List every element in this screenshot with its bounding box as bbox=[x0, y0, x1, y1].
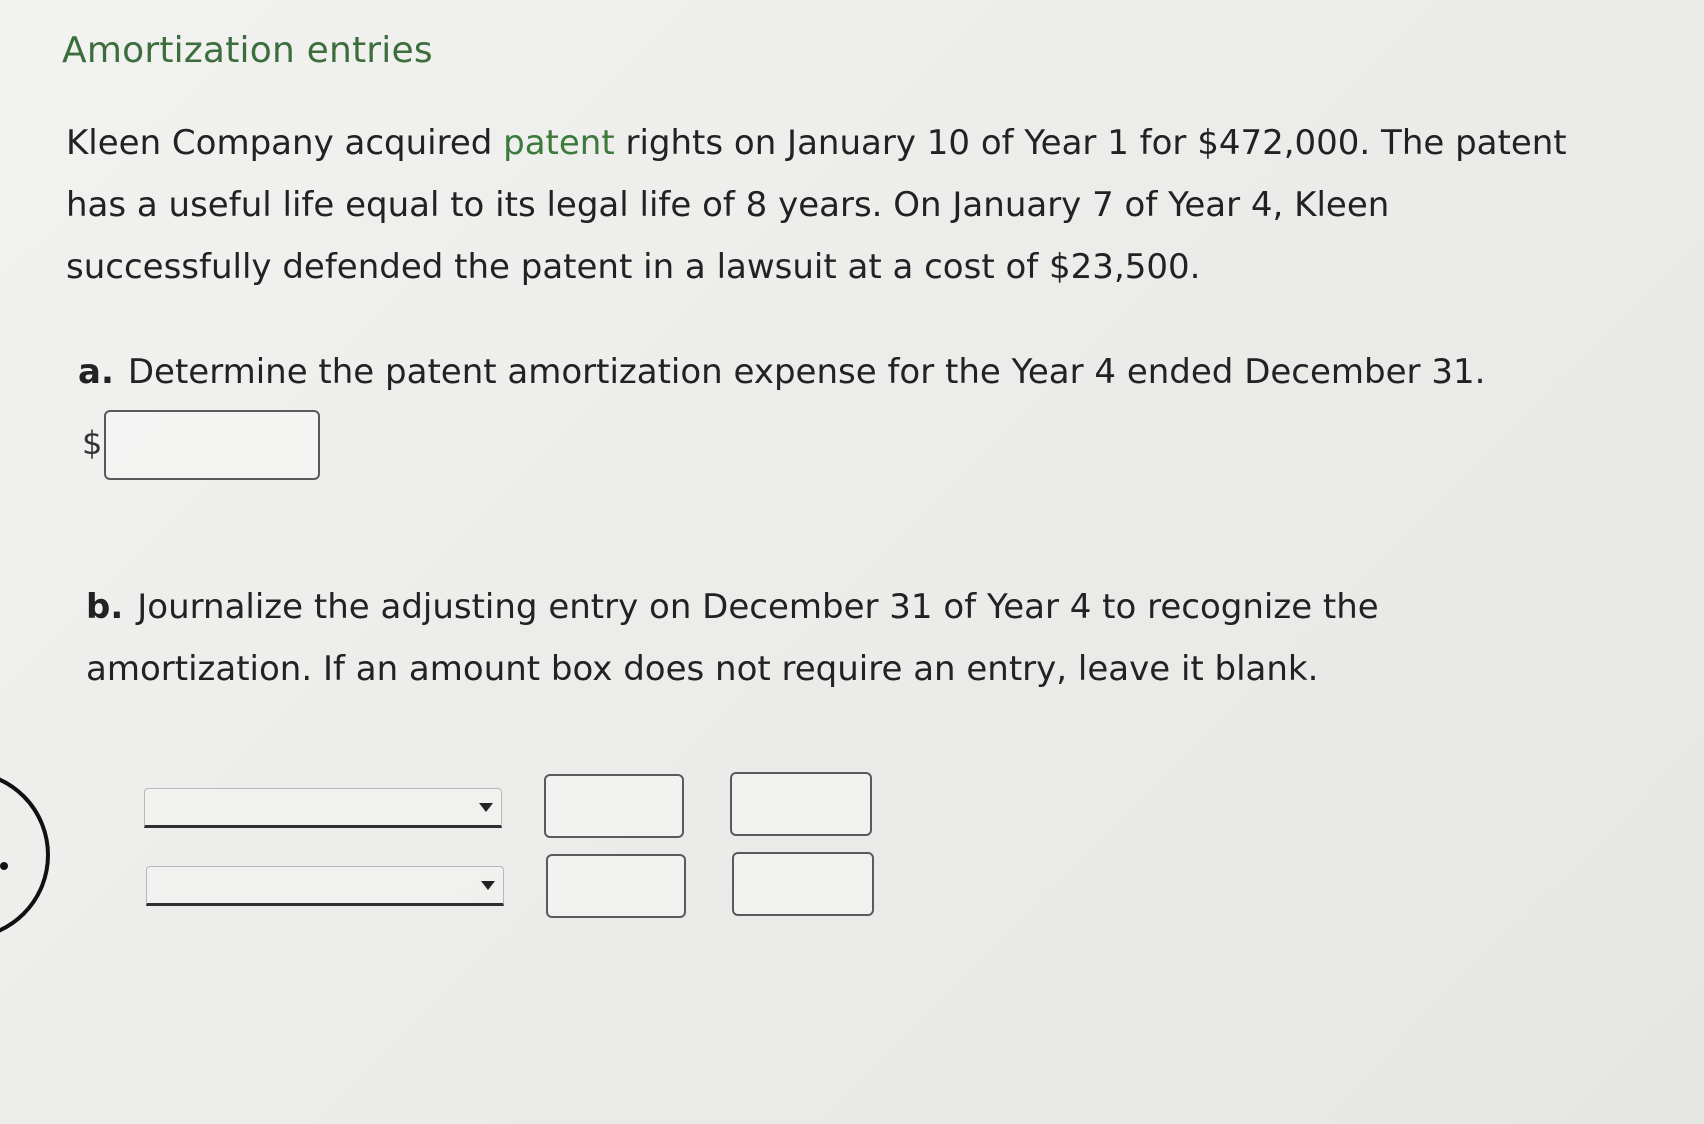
part-a-question bbox=[78, 352, 1485, 392]
part-a-letter: a. bbox=[78, 352, 114, 392]
journal-row-1-credit-input[interactable] bbox=[730, 772, 872, 836]
chevron-down-icon[interactable] bbox=[479, 803, 493, 812]
problem-line-1 bbox=[66, 112, 1686, 174]
journal-row-2-credit-input[interactable] bbox=[732, 852, 874, 916]
patent-term-link[interactable]: patent bbox=[503, 123, 615, 163]
problem-line-1-end: rights on January 10 of Year 1 for $472,000. The patent bbox=[614, 123, 1567, 163]
chevron-down-icon[interactable] bbox=[481, 881, 495, 890]
page-title: Amortization entries bbox=[62, 30, 433, 71]
part-b-question bbox=[86, 576, 1379, 700]
journal-row-1-account-select[interactable] bbox=[144, 788, 502, 828]
journal-row-2-account-select[interactable] bbox=[146, 866, 504, 906]
amortization-expense-input[interactable] bbox=[104, 410, 320, 480]
problem-line-1-start: Kleen Company acquired bbox=[66, 123, 504, 163]
problem-statement bbox=[66, 112, 1686, 298]
currency-symbol: $ bbox=[82, 424, 103, 462]
journal-row-2-debit-input[interactable] bbox=[546, 854, 686, 918]
part-b-prompt-line-2: amortization. If an amount box does not require an entry, leave it blank. bbox=[86, 649, 1319, 689]
problem-line-3: successfully defended the patent in a lawsuit at a cost of $23,500. bbox=[66, 247, 1201, 287]
journal-row-1-debit-input[interactable] bbox=[544, 774, 684, 838]
screen-edge-dot-icon bbox=[0, 862, 8, 870]
part-b-letter: b. bbox=[86, 587, 124, 627]
part-a-prompt: Determine the patent amortization expense for the Year 4 ended December 31. bbox=[127, 352, 1486, 392]
part-b-line-1 bbox=[86, 576, 1379, 638]
part-b-prompt-line-1: Journalize the adjusting entry on December 31 of Year 4 to recognize the bbox=[137, 587, 1379, 627]
screen-edge-ring-icon bbox=[0, 770, 50, 940]
problem-line-2: has a useful life equal to its legal life of 8 years. On January 7 of Year 4, Kleen bbox=[66, 185, 1390, 225]
